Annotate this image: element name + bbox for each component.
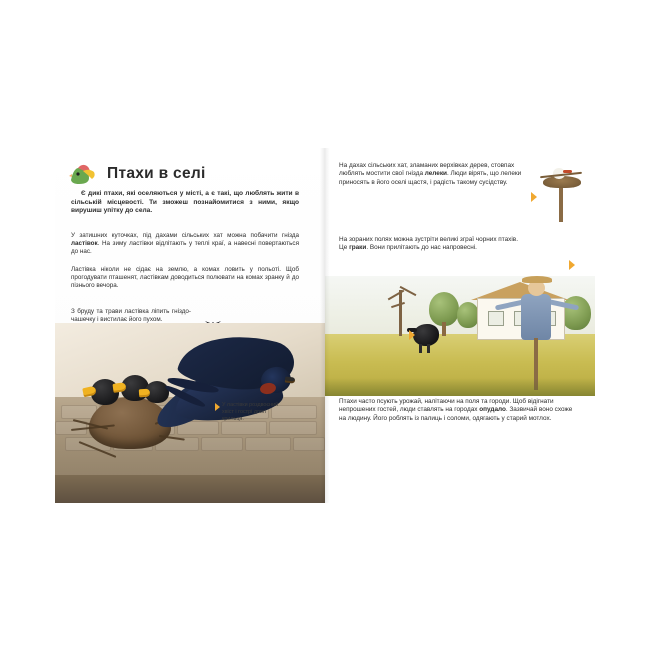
illustration-ground bbox=[55, 475, 325, 503]
rook-leg bbox=[419, 344, 422, 353]
book-page-left bbox=[55, 148, 325, 503]
tree-trunk bbox=[442, 322, 446, 336]
callout-swallow-tail: У ластівки роздвоєний хвіст і гострі довгі крильця. bbox=[215, 402, 286, 422]
paragraph-rooks: На зораних полях можна зустріти великі зграї чорних птахів. Це граки. Вони прилітають до нас напровесні. bbox=[339, 236, 518, 252]
page-title-row bbox=[69, 162, 206, 186]
field-grass bbox=[325, 378, 595, 396]
book-page-right bbox=[325, 148, 595, 503]
house-window bbox=[488, 311, 504, 326]
tree bbox=[457, 302, 479, 328]
paragraph-intro: Є дикі птахи, які оселяються у місті, а є такі, що люблять жити в сільській місцевості. Ти зможеш познайомитися з ними, якщо вирушиш упітку до села. bbox=[71, 190, 299, 215]
tree bbox=[561, 296, 591, 330]
page-title: Птахи в селі bbox=[107, 165, 206, 182]
chick-beak-icon bbox=[139, 389, 151, 398]
stork-nest-illustration bbox=[539, 162, 587, 222]
paragraph-scarecrow: Птахи часто псують урожай, налітаючи на поля та городи. Щоб відігнати непрошених гостей, люди ставлять на городах опудало. Зазвичай воно схоже на людину. Його роблять із палиць і соломи, одягають у старий мотлох. bbox=[339, 398, 573, 422]
pointer-arrow-rook bbox=[409, 330, 415, 340]
pointer-arrow-stork bbox=[531, 192, 537, 202]
paragraph-nests: У затишних куточках, під дахами сільських хат можна побачити гнізда ластівок. На зиму ластівки відлітають у теплі краї, а навесні повертаються до нас. bbox=[71, 232, 299, 256]
paragraph-storks: На дахах сільських хат, зламаних верхівках дерев, стовпах люблять мостити свої гнізда лелеки. Люди вірять, що лелеки приносять в його оселі щастя, і радість такому сусідству. bbox=[339, 162, 522, 186]
scarecrow-hat bbox=[522, 276, 552, 283]
bird-logo-icon bbox=[69, 162, 99, 186]
swallow-beak-icon bbox=[285, 376, 296, 383]
pointer-arrow-scarecrow bbox=[569, 260, 575, 270]
paragraph-nest-building: З бруду та трави ластівка ліпить гніздо-чашечку і вистилає його пухом. bbox=[71, 308, 191, 324]
paragraph-hunting: Ластівка ніколи не сідає на землю, а комах ловить у польоті. Щоб прогодувати пташенят, ластівкам доводиться полювати на комах зранку й до пізнього вечора. bbox=[71, 266, 299, 290]
book-spread bbox=[55, 148, 595, 503]
illustration-village-field bbox=[325, 276, 595, 396]
rook-leg bbox=[427, 344, 430, 353]
tree bbox=[429, 292, 459, 326]
scarecrow-body bbox=[521, 294, 551, 340]
rook-bird bbox=[413, 324, 439, 346]
